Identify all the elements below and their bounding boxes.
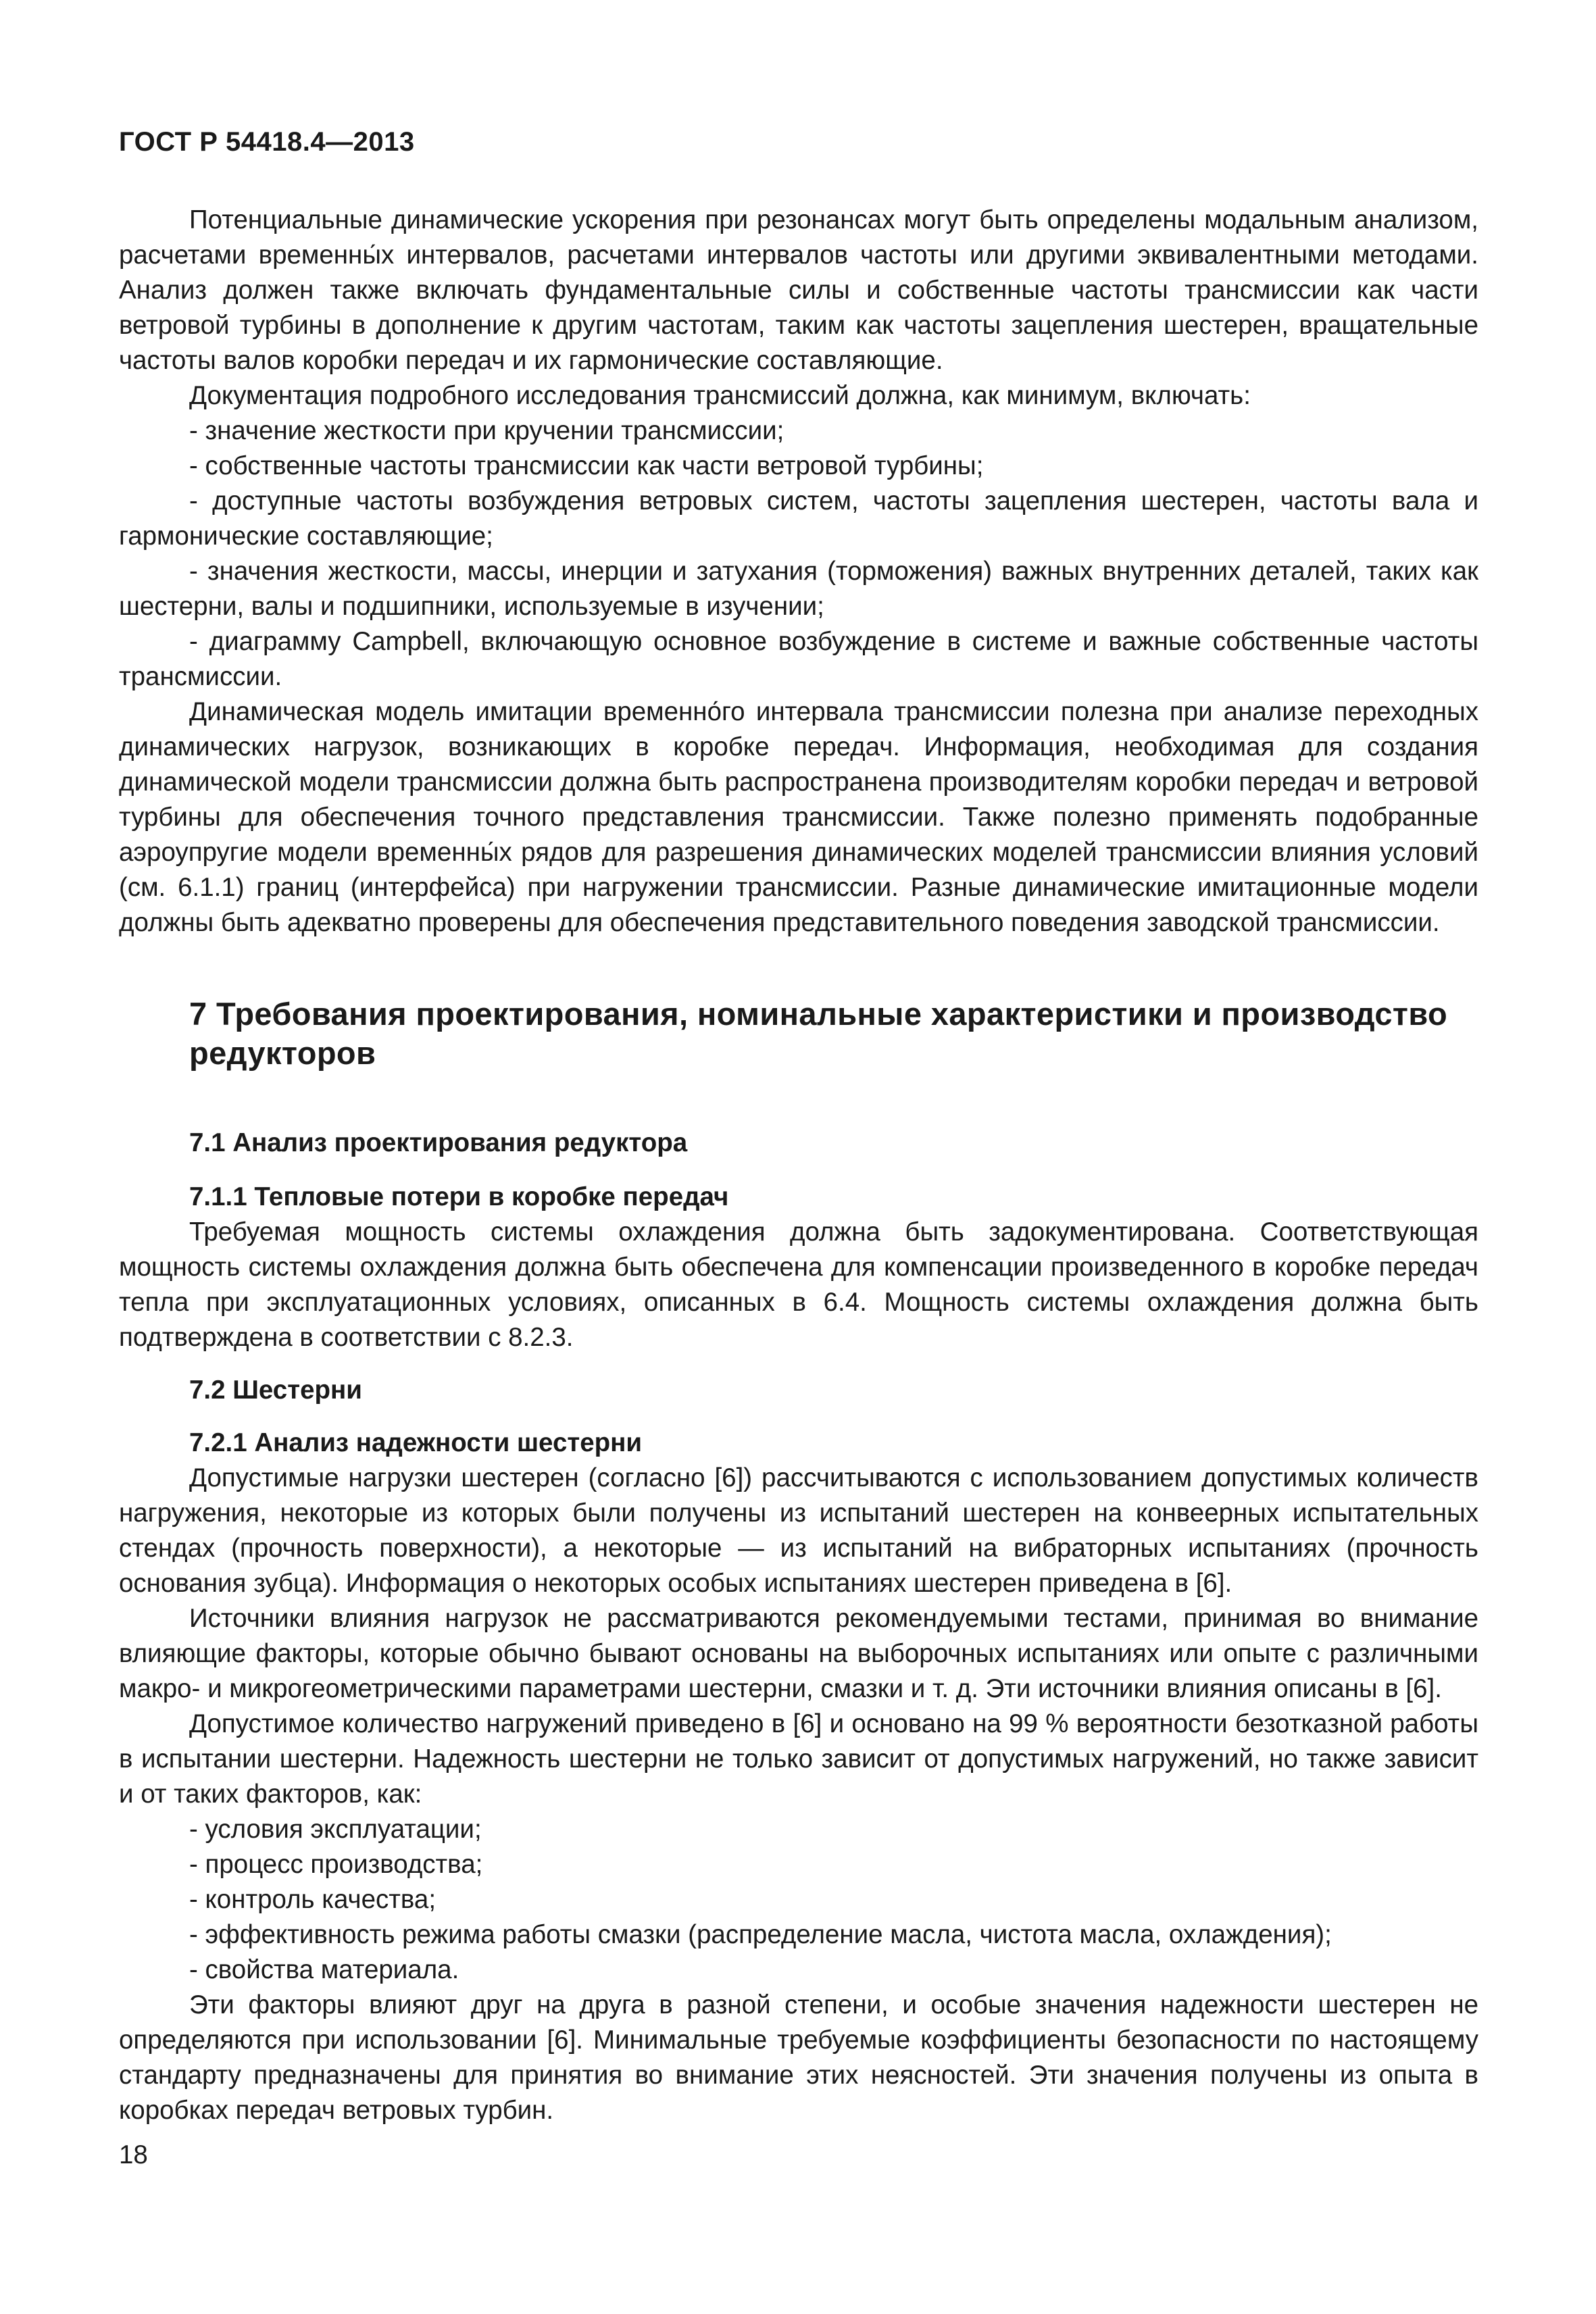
intro-list-item: - диаграмму Campbell, включающую основное возбуждение в системе и важные собственные частоты трансмиссии. xyxy=(119,627,1478,691)
section-7-2-1-paragraph-1: Допустимые нагрузки шестерен (согласно [6]) рассчитываются с использованием допустимых количеств нагружения, некоторые из которых были получены из испытаний шестерен на конвеерных испытательных стендах (прочность поверхности), а некоторые — из испытаний на вибраторных испытаниях (прочность основания зубца). Информация о некоторых особых испытаниях шестерен приведена в [6]. xyxy=(119,1463,1478,1598)
section-7-2-1-paragraph-2: Источники влияния нагрузок не рассматриваются рекомендуемыми тестами, принимая во внимание влияющие факторы, которые обычно бывают основаны на выборочных испытаниях или опыте с различными макро- и микрогеометрическими параметрами шестерни, смазки и т. д. Эти источники влияния описаны в [6]. xyxy=(119,1604,1478,1703)
section-7-heading: 7 Требования проектирования, номинальные характеристики и производство редукторов xyxy=(189,996,1448,1071)
section-7-2-1-paragraph-3: Допустимое количество нагружений приведено в [6] и основано на 99 % вероятности безотказной работы в испытании шестерни. Надежность шестерни не только зависит от допустимых нагружений, но также зависит и от таких факторов, как: xyxy=(119,1709,1478,1809)
section-7-1-1-paragraph: Требуемая мощность системы охлаждения должна быть задокументирована. Соответствующая мощность системы охлаждения должна быть обеспечена для компенсации произведенного в коробке передач тепла при эксплуатационных условиях, описанных в 6.4. Мощность системы охлаждения должна быть подтверждена в соответствии с 8.2.3. xyxy=(119,1217,1478,1352)
factor-list-item: - свойства материала. xyxy=(189,1955,459,1984)
factor-list-item: - условия эксплуатации; xyxy=(189,1815,482,1844)
factor-list-item: - процесс производства; xyxy=(189,1850,483,1879)
intro-list-item: - собственные частоты трансмиссии как части ветровой турбины; xyxy=(189,451,984,480)
section-7-1-1-heading: 7.1.1 Тепловые потери в коробке передач xyxy=(189,1182,729,1211)
intro-paragraph-2: Документация подробного исследования трансмиссий должна, как минимум, включать: xyxy=(189,381,1251,410)
section-7-2-1-paragraph-4: Эти факторы влияют друг на друга в разной степени, и особые значения надежности шестерен не определяются при использовании [6]. Минимальные требуемые коэффициенты безопасности по настоящему стандарту предназначены для принятия во внимание этих неясностей. Эти значения получены из опыта в коробках передач ветровых турбин. xyxy=(119,1990,1478,2125)
section-7-2-heading: 7.2 Шестерни xyxy=(189,1376,362,1405)
intro-paragraph-3: Динамическая модель имитации временно́го интервала трансмиссии полезна при анализе переходных динамических нагрузок, возникающих в коробке передач. Информация, необходимая для создания динамической модели трансмиссии должна быть распространена производителям коробки передач и ветровой турбины для обеспечения точного представления трансмиссии. Также полезно применять подобранные аэроупругие модели временны́х рядов для разрешения динамических моделей трансмиссии влияния условий (см. 6.1.1) границ (интерфейса) при нагружении трансмиссии. Разные динамические имитационные модели должны быть адекватно проверены для обеспечения представительного поведения заводской трансмиссии. xyxy=(119,697,1478,937)
factor-list-item: - эффективность режима работы смазки (распределение масла, чистота масла, охлаждения); xyxy=(189,1920,1332,1949)
document-code-header: ГОСТ Р 54418.4—2013 xyxy=(119,127,415,157)
intro-paragraph-1: Потенциальные динамические ускорения при резонансах могут быть определены модальным анализом, расчетами временны́х интервалов, расчетами интервалов частоты или другими эквивалентными методами. Анализ должен также включать фундаментальные силы и собственные частоты трансмиссии как части ветровой турбины в дополнение к другим частотам, таким как частоты зацепления шестерен, вращательные частоты валов коробки передач и их гармонические составляющие. xyxy=(119,205,1478,375)
page-content xyxy=(119,203,1478,2128)
intro-list-item: - значение жесткости при кручении трансмиссии; xyxy=(189,416,784,445)
intro-list-item: - доступные частоты возбуждения ветровых систем, частоты зацепления шестерен, частоты вала и гармонические составляющие; xyxy=(119,486,1478,551)
section-7-2-1-heading: 7.2.1 Анализ надежности шестерни xyxy=(189,1428,643,1457)
intro-list-item: - значения жесткости, массы, инерции и затухания (торможения) важных внутренних деталей, таких как шестерни, валы и подшипники, используемые в изучении; xyxy=(119,557,1478,621)
section-7-1-heading: 7.1 Анализ проектирования редуктора xyxy=(189,1128,688,1157)
page-number: 18 xyxy=(119,2140,148,2169)
factor-list-item: - контроль качества; xyxy=(189,1885,437,1914)
